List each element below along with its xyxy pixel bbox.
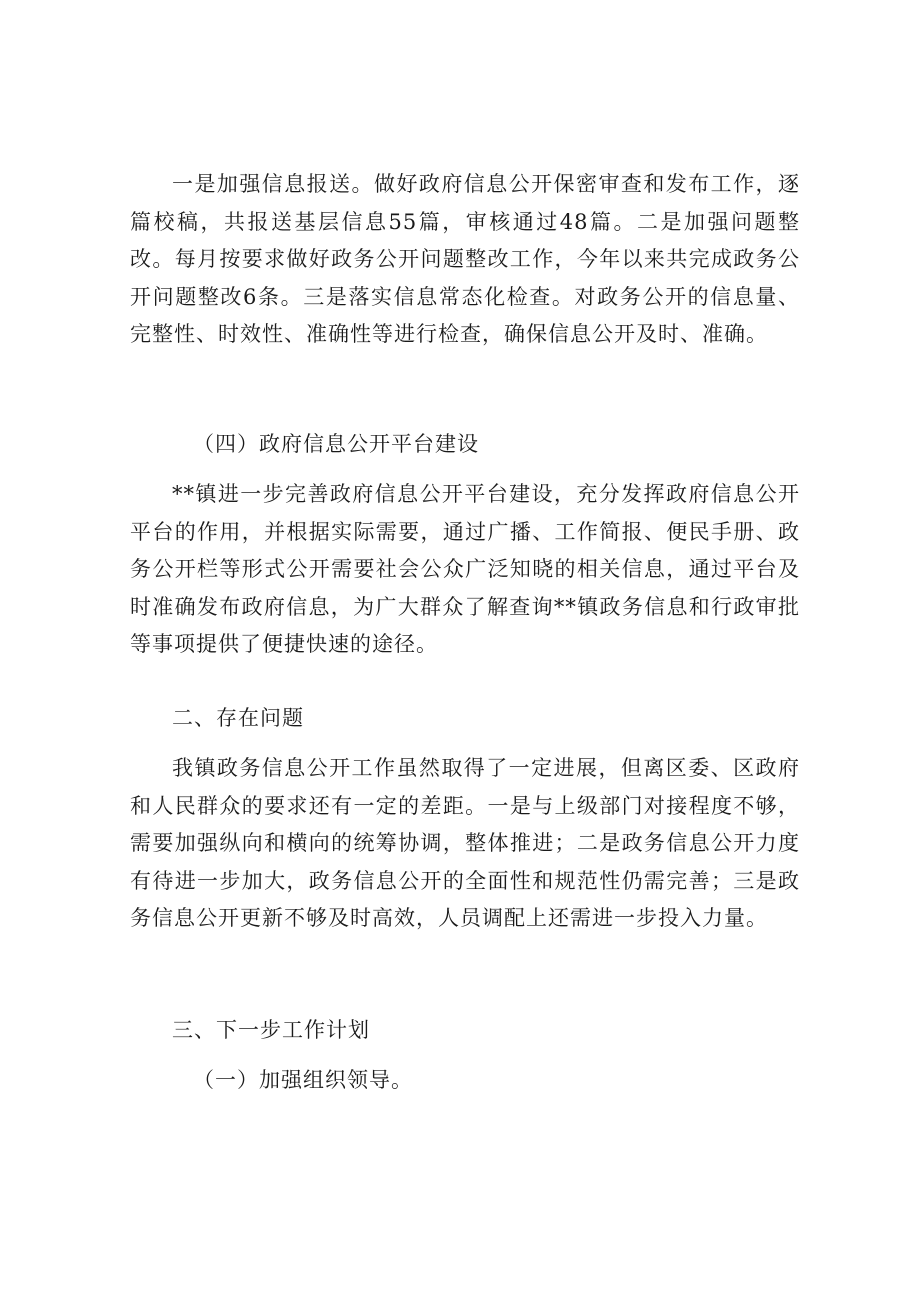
section-heading-plan (130, 1012, 800, 1050)
section-heading-leadership (130, 1062, 800, 1100)
section-heading-problems (130, 700, 800, 738)
heading-text: （一）加强组织领导。 (193, 1068, 413, 1092)
paragraph-text: **镇进一步完善政府信息公开平台建设，充分发挥政府信息公开平台的作用，并根据实际需要，通过广播、工作简报、便民手册、政务公开栏等形式公开需要社会公众广泛知晓的相关信息，通过平台及时准确发布政府信息，为广大群众了解查询**镇政务信息和行政审批等事项提供了便捷快速的途径。 (130, 482, 800, 656)
section-heading-platform (130, 426, 800, 464)
paragraph-text: 我镇政务信息公开工作虽然取得了一定进展，但离区委、区政府和人民群众的要求还有一定的差距。一是与上级部门对接程度不够，需要加强纵向和横向的统筹协调，整体推进；二是政务信息公开力度有待进一步加大，政务信息公开的全面性和规范性仍需完善；三是政务信息公开更新不够及时高效，人员调配上还需进一步投入力量。 (130, 756, 800, 930)
paragraph-problems (130, 750, 800, 938)
heading-text: （四）政府信息公开平台建设 (193, 432, 479, 456)
heading-text: 三、下一步工作计划 (172, 1018, 370, 1042)
heading-text: 二、存在问题 (172, 706, 304, 730)
paragraph-text: 一是加强信息报送。做好政府信息公开保密审查和发布工作，逐篇校稿，共报送基层信息55篇，审核通过48篇。二是加强问题整改。每月按要求做好政务公开问题整改工作，今年以来共完成政务公开问题整改6条。三是落实信息常态化检查。对政务公开的信息量、完整性、时效性、准确性等进行检查，确保信息公开及时、准确。 (130, 172, 800, 346)
paragraph-info-report (130, 166, 800, 354)
paragraph-platform (130, 476, 800, 664)
